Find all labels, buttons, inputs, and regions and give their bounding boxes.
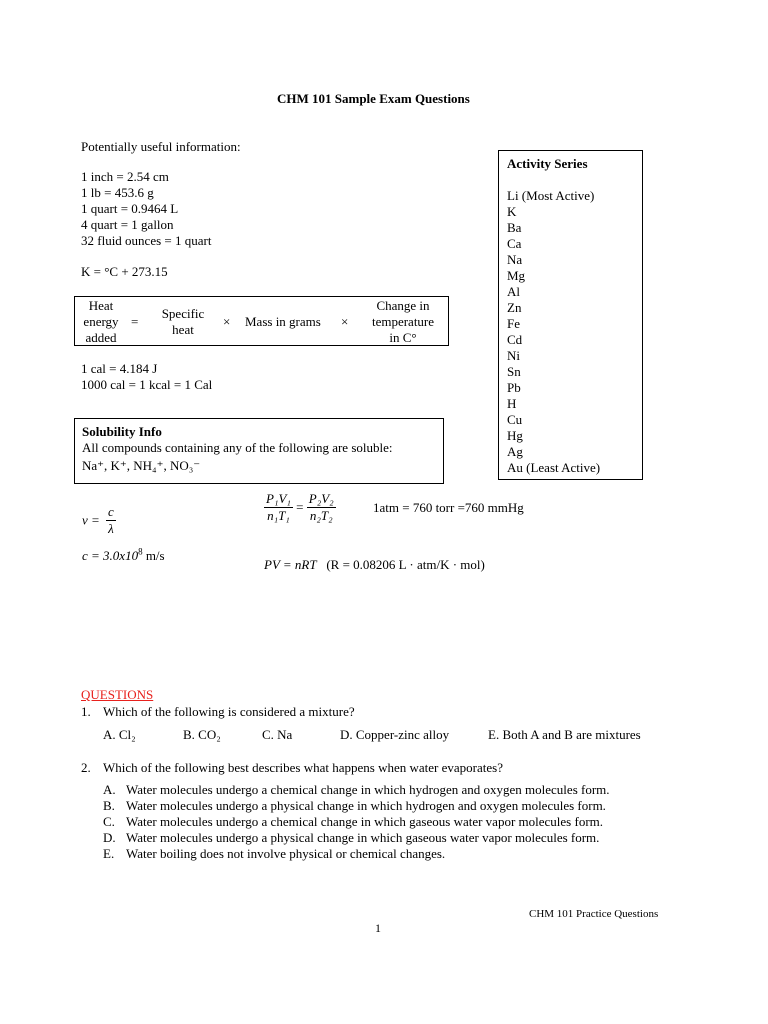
page-title: CHM 101 Sample Exam Questions xyxy=(277,91,470,106)
gas-right-denominator: n₂T₂ xyxy=(309,508,333,523)
kelvin-formula: K = °C + 273.15 xyxy=(81,264,168,279)
question-2-option-c-text: Water molecules undergo a chemical change in which gaseous water vapor molecules form. xyxy=(126,814,604,829)
question-2-option-d: D. xyxy=(103,830,116,845)
gas-left-denominator: n₁T₁ xyxy=(267,508,290,523)
activity-item: Hg xyxy=(507,428,523,443)
wave-denominator: λ xyxy=(108,521,114,536)
question-1-option-a: A. Cl₂ xyxy=(103,727,136,742)
question-2-option-a-text: Water molecules undergo a chemical change in which hydrogen and oxygen molecules form. xyxy=(126,782,610,797)
specific-heat-label: Specific heat xyxy=(161,306,205,337)
combined-gas-law: $\frac{\text{P₁V₁}}{\text{n₁T₁}}$ = $\frac{\text{P₂V₂}}{\text{n₂T₂}}$ xyxy=(266,491,334,523)
activity-series-title: Activity Series xyxy=(507,156,588,171)
activity-series-list xyxy=(507,188,600,476)
soluble-ions: Na⁺, K⁺, NH₄⁺, NO₃⁻ xyxy=(82,458,201,473)
conversion-line: 1 quart = 0.9464 L xyxy=(81,201,179,216)
activity-item: K xyxy=(507,204,517,219)
solubility-text: All compounds containing any of the following are soluble: xyxy=(82,440,393,455)
question-1-number: 1. xyxy=(81,704,91,719)
info-intro: Potentially useful information: xyxy=(81,139,241,154)
question-1-text: Which of the following is considered a mixture? xyxy=(103,704,355,719)
activity-item: Ca xyxy=(507,236,522,251)
conversion-line: 1 inch = 2.54 cm xyxy=(81,169,169,184)
activity-item: Li (Most Active) xyxy=(507,188,595,203)
activity-item: Cu xyxy=(507,412,523,427)
conversion-line: 1 lb = 453.6 g xyxy=(81,185,154,200)
question-1-option-b: B. CO₂ xyxy=(183,727,221,742)
speed-of-light: $c = 3.0x10^8$ m/s xyxy=(82,546,165,563)
calorie-line: 1 cal = 4.184 J xyxy=(81,361,158,376)
solubility-title: Solubility Info xyxy=(82,424,162,439)
gas-right-numerator: P₂V₂ xyxy=(308,491,334,506)
page-number: 1 xyxy=(375,921,381,935)
question-1-option-c: C. Na xyxy=(262,727,293,742)
activity-item: H xyxy=(507,396,517,411)
question-2-number: 2. xyxy=(81,760,91,775)
question-2-option-e: E. xyxy=(103,846,115,861)
wave-equation: v = $\frac{c}{\lambda}$ xyxy=(82,504,114,536)
calorie-line: 1000 cal = 1 kcal = 1 Cal xyxy=(81,377,213,392)
ideal-gas-law: PV = nRT (R = 0.08206 L · atm/K · mol) xyxy=(264,557,485,572)
temperature-change-label: Change in temperature in C° xyxy=(371,298,435,345)
question-2-option-b-text: Water molecules undergo a physical change in which hydrogen and oxygen molecules form. xyxy=(126,798,606,813)
activity-item: Mg xyxy=(507,268,526,283)
question-2-text: Which of the following best describes what happens when water evaporates? xyxy=(103,760,503,775)
question-2-option-c: C. xyxy=(103,814,115,829)
activity-item: Au (Least Active) xyxy=(507,460,601,475)
questions-heading: QUESTIONS xyxy=(81,687,154,702)
footer-label: CHM 101 Practice Questions xyxy=(529,908,659,920)
heat-equation-box xyxy=(74,296,449,346)
mass-label: Mass in grams xyxy=(245,314,321,329)
activity-item: Pb xyxy=(507,380,521,395)
activity-item: Na xyxy=(507,252,523,267)
activity-item: Al xyxy=(507,284,520,299)
heat-energy-label: Heat energy added xyxy=(83,298,119,345)
conversion-line: 32 fluid ounces = 1 quart xyxy=(81,233,212,248)
question-2-option-b: B. xyxy=(103,798,115,813)
activity-item: Zn xyxy=(507,300,522,315)
activity-item: Ba xyxy=(507,220,522,235)
activity-series-box xyxy=(498,150,643,480)
atm-conversion: 1atm = 760 torr =760 mmHg xyxy=(373,500,524,515)
question-1-option-e: E. Both A and B are mixtures xyxy=(488,727,641,742)
equals-sign: = xyxy=(131,314,139,329)
conversion-line: 4 quart = 1 gallon xyxy=(81,217,174,232)
question-2-option-a: A. xyxy=(103,782,116,797)
solubility-box xyxy=(74,418,444,484)
activity-item: Cd xyxy=(507,332,523,347)
times-sign: × xyxy=(223,314,231,329)
question-2-option-d-text: Water molecules undergo a physical change in which gaseous water vapor molecules form. xyxy=(126,830,600,845)
activity-item: Fe xyxy=(507,316,520,331)
activity-item: Sn xyxy=(507,364,521,379)
wave-numerator: c xyxy=(108,504,114,519)
times-sign: × xyxy=(341,314,349,329)
gas-left-numerator: P₁V₁ xyxy=(266,491,291,506)
activity-item: Ni xyxy=(507,348,520,363)
activity-item: Ag xyxy=(507,444,523,459)
question-2-option-e-text: Water boiling does not involve physical or chemical changes. xyxy=(126,846,446,861)
question-1-option-d: D. Copper-zinc alloy xyxy=(340,727,450,742)
